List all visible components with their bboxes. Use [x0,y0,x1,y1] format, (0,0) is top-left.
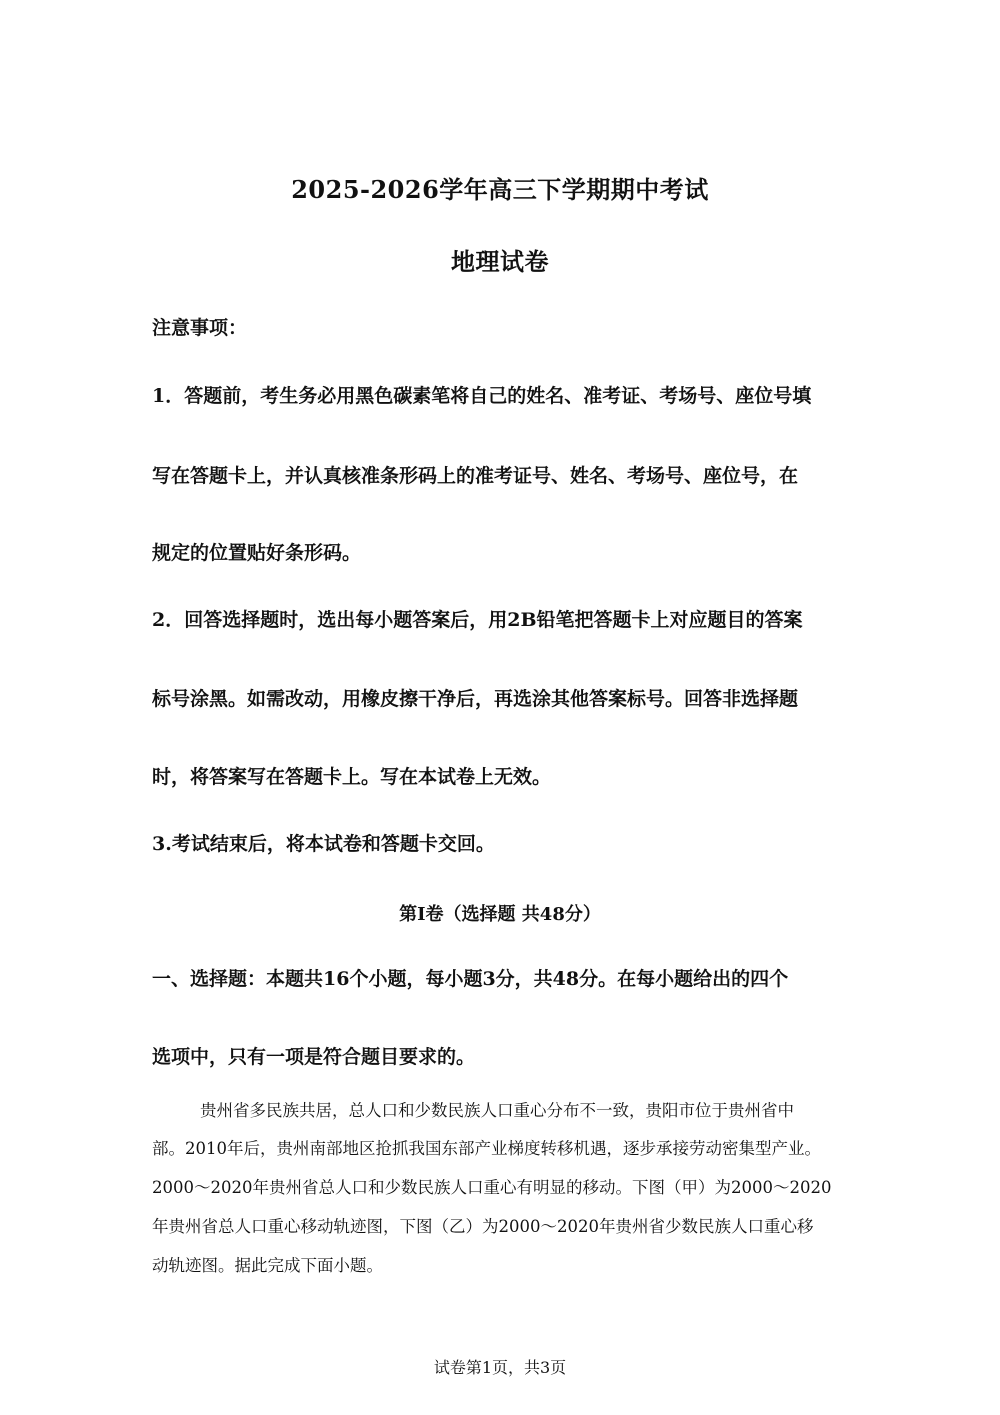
notice-line: 规定的位置贴好条形码。 [152,542,362,564]
part-instruction: 一、选择题：本题共16个小题，每小题3分，共48分。在每小题给出的四个 [152,968,789,990]
notice-line: 标号涂黑。如需改动，用橡皮擦干净后，再选涂其他答案标号。回答非选择题 [152,688,799,710]
notice-heading: 注意事项： [152,317,248,339]
notice-line: 2．回答选择题时，选出每小题答案后，用2B铅笔把答题卡上对应题目的答案 [152,609,803,631]
exam-subject: 地理试卷 [451,247,549,276]
exam-title: 2025-2026学年高三下学期期中考试 [291,175,709,204]
passage-line: 贵州省多民族共居，总人口和少数民族人口重心分布不一致，贵阳市位于贵州省中 [200,1101,794,1120]
part-instruction: 选项中，只有一项是符合题目要求的。 [152,1046,476,1068]
notice-line: 1．答题前，考生务必用黑色碳素笔将自己的姓名、准考证、考场号、座位号填 [152,385,812,407]
page-footer: 试卷第1页，共3页 [433,1358,567,1377]
passage-line: 年贵州省总人口重心移动轨迹图，下图（乙）为2000～2020年贵州省少数民族人口重心移 [152,1217,814,1236]
notice-line: 3.考试结束后，将本试卷和答题卡交回。 [152,833,495,855]
passage-line: 部。2010年后，贵州南部地区抢抓我国东部产业梯度转移机遇，逐步承接劳动密集型产业。 [152,1139,821,1158]
notice-line: 时，将答案写在答题卡上。写在本试卷上无效。 [152,766,552,788]
passage-line: 2000～2020年贵州省总人口和少数民族人口重心有明显的移动。下图（甲）为2000～2020 [152,1178,832,1197]
passage-line: 动轨迹图。据此完成下面小题。 [152,1256,383,1275]
notice-line: 写在答题卡上，并认真核准条形码上的准考证号、姓名、考场号、座位号，在 [152,465,799,487]
section-title: 第I卷（选择题 共48分） [399,904,601,925]
